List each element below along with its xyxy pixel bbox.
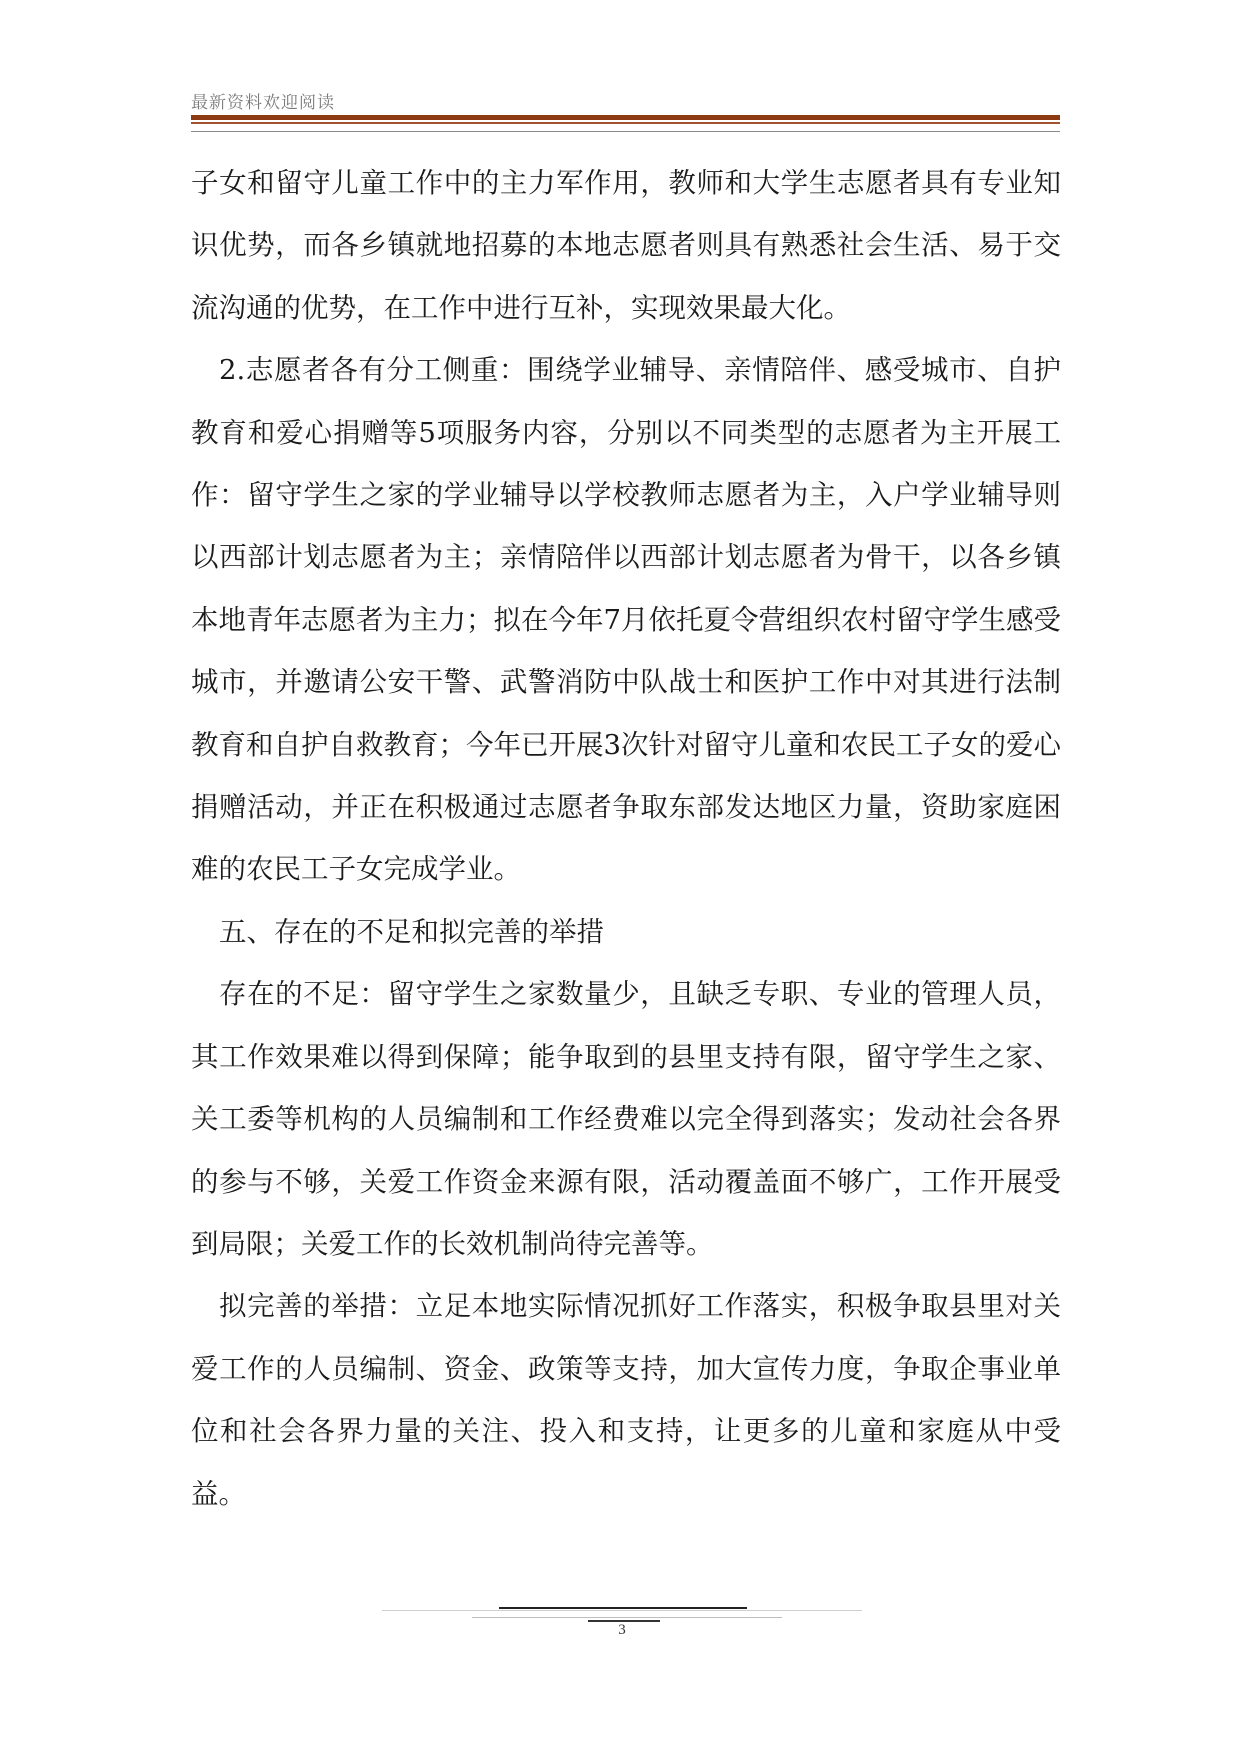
paragraph-continuation: 子女和留守儿童工作中的主力军作用，教师和大学生志愿者具有专业知识优势，而各乡镇就地招募的本地志愿者则具有熟悉社会生活、易于交流沟通的优势，在工作中进行互补，实现效果最大化。: [191, 167, 1061, 324]
document-body: [191, 152, 1061, 1525]
page-number: 3: [618, 1622, 626, 1638]
header-rule-gray: [191, 131, 1060, 132]
page-header-title: 最新资料欢迎阅读: [191, 93, 335, 113]
section-heading: 五、存在的不足和拟完善的举措: [219, 915, 604, 948]
header-rule-thick: [191, 115, 1060, 120]
footer-rule-mid: [472, 1617, 782, 1618]
header-rule-thin: [191, 122, 1060, 124]
paragraph-volunteer-division: 2.志愿者各有分工侧重：围绕学业辅导、亲情陪伴、感受城市、自护教育和爱心捐赠等5项服务内容，分别以不同类型的志愿者为主开展工作：留守学生之家的学业辅导以学校教师志愿者为主，入户学业辅导则以西部计划志愿者为主；亲情陪伴以西部计划志愿者为骨干，以各乡镇本地青年志愿者为主力；拟在今年7月依托夏令营组织农村留守学生感受城市，并邀请公安干警、武警消防中队战士和医护工作中对其进行法制教育和自护自救教育；今年已开展3次针对留守儿童和农民工子女的爱心捐赠活动，并正在积极通过志愿者争取东部发达地区力量，资助家庭困难的农民工子女完成学业。: [191, 354, 1061, 886]
footer-rule-dark: [499, 1607, 747, 1609]
footer-rule-outer: [382, 1610, 862, 1611]
paragraph-improvements: 拟完善的举措：立足本地实际情况抓好工作落实，积极争取县里对关爱工作的人员编制、资金、政策等支持，加大宣传力度，争取企事业单位和社会各界力量的关注、投入和支持，让更多的儿童和家庭从中受益。: [191, 1290, 1061, 1510]
paragraph-shortcomings: 存在的不足：留守学生之家数量少，且缺乏专职、专业的管理人员，其工作效果难以得到保障；能争取到的县里支持有限，留守学生之家、关工委等机构的人员编制和工作经费难以完全得到落实；发动社会各界的参与不够，关爱工作资金来源有限，活动覆盖面不够广，工作开展受到局限；关爱工作的长效机制尚待完善等。: [191, 978, 1061, 1260]
